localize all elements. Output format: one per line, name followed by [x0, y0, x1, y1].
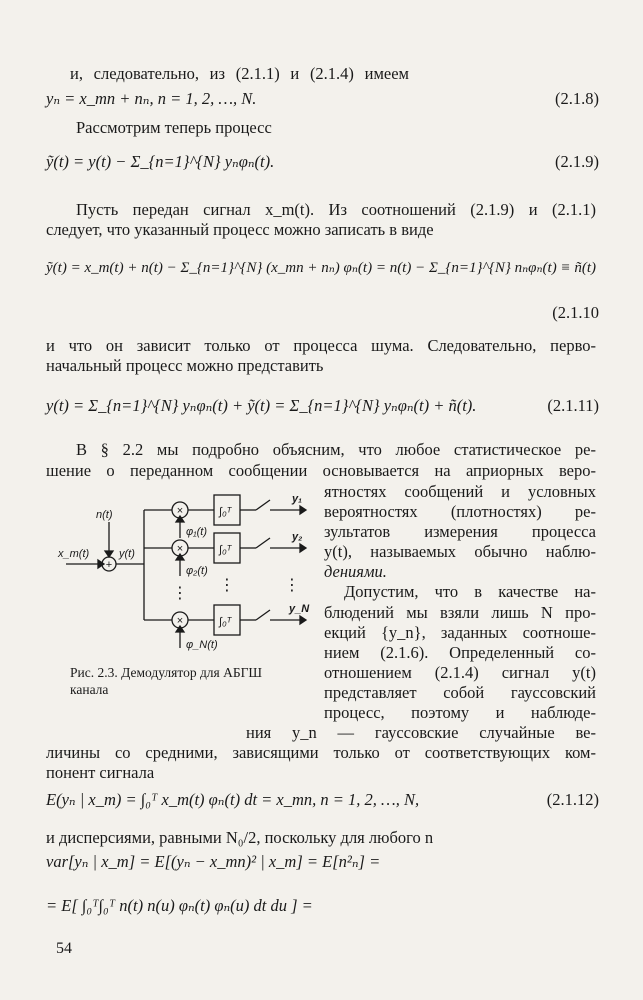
text-line: зультатов измерения процесса: [324, 522, 596, 541]
equation-number: (2.1.11): [547, 396, 599, 415]
figure-caption-cont: канала: [70, 682, 109, 697]
integral-label: ∫₀ᵀ: [219, 506, 232, 518]
text-line: Допустим, что в качестве на-: [344, 582, 596, 601]
equation: yₙ = x_mn + nₙ, n = 1, 2, …, N.: [46, 89, 257, 108]
phi1-label: φ₁(t): [186, 526, 208, 538]
page-number: 54: [56, 940, 72, 957]
switch-2: [256, 538, 270, 548]
times-sign: ×: [176, 543, 184, 555]
ellipsis-integrators: ⋮: [219, 577, 235, 594]
plus-sign: +: [105, 559, 113, 571]
text-line: ния y_n — гауссовские случайные ве-: [246, 723, 596, 742]
output-1-label: y₁: [292, 493, 302, 505]
text-line: представляет собой гауссовский: [324, 683, 596, 702]
text-line: следует, что указанный процесс можно записать в виде: [46, 220, 434, 239]
text-line: ятностях сообщений и условных: [324, 482, 596, 501]
arrow-head: [300, 506, 306, 514]
text-line: В § 2.2 мы подробно объясним, что любое статистическое ре-: [76, 440, 596, 459]
text-line: и, следовательно, из (2.1.1) и (2.1.4) имеем: [70, 64, 409, 83]
text-line: начальный процесс можно представить: [46, 356, 324, 375]
arrow-head: [105, 551, 113, 557]
text-line: y(t), называемых обычно наблю-: [324, 542, 596, 561]
equation: ỹ(t) = x_m(t) + n(t) − Σ_{n=1}^{N} (x_mn + nₙ) φₙ(t) = n(t) − Σ_{n=1}^{N} nₙφₙ(t) ≡ ñ(t): [46, 260, 596, 276]
output-n-label: y_N: [289, 603, 310, 615]
text-line: екций {y_n}, заданных соотноше-: [324, 623, 596, 642]
times-sign: ×: [176, 505, 184, 517]
integral-label: ∫₀ᵀ: [219, 544, 232, 556]
text-line: блюдений мы взяли лишь N про-: [324, 603, 596, 622]
text-line: процесс, поэтому и наблюде-: [324, 703, 596, 722]
text-line: понент сигнала: [46, 763, 155, 782]
equation: y(t) = Σ_{n=1}^{N} yₙφₙ(t) + ỹ(t) = Σ_{n=1}^{N} yₙφₙ(t) + ñ(t).: [46, 396, 477, 415]
phi2-label: φ₂(t): [186, 565, 208, 577]
text-line: нием (2.1.6). Определенный со-: [324, 643, 596, 662]
output-2-label: y₂: [292, 531, 303, 543]
noise-label: n(t): [96, 509, 113, 521]
arrow-head: [300, 616, 306, 624]
text-line: Пусть передан сигнал x_m(t). Из соотношений (2.1.9) и (2.1.1): [76, 200, 596, 219]
figure-caption: Рис. 2.3. Демодулятор для АБГШ: [70, 665, 263, 680]
text-line: и дисперсиями, равными N₀/2, поскольку для любого n: [46, 828, 434, 847]
equation: E(yₙ | x_m) = ∫₀ᵀ x_m(t) φₙ(t) dt = x_mn, n = 1, 2, …, N,: [46, 790, 420, 809]
demodulator-diagram: [56, 478, 320, 662]
input-label: x_m(t): [58, 548, 90, 560]
equation: ỹ(t) = y(t) − Σ_{n=1}^{N} yₙφₙ(t).: [46, 152, 275, 171]
switch-n: [256, 610, 270, 620]
phin-label: φ_N(t): [186, 639, 218, 651]
equation-number: (2.1.12): [546, 790, 599, 809]
equation-number: (2.1.8): [555, 89, 599, 108]
text-line: Рассмотрим теперь процесс: [76, 118, 272, 137]
text-line: дениями.: [324, 562, 387, 581]
switch-1: [256, 500, 270, 510]
text-line: вероятностях (плотностях) ре-: [324, 502, 596, 521]
text-line: шение о переданном сообщении основывается на априорных веро-: [46, 461, 596, 480]
text-line: отношением (2.1.4) сигнал y(t): [324, 663, 596, 682]
equation-number: (2.1.10: [552, 303, 599, 322]
ellipsis-multipliers: ⋮: [172, 585, 188, 602]
equation-number: (2.1.9): [555, 152, 599, 171]
sum-out-label: y(t): [119, 548, 135, 560]
arrow-head: [300, 544, 306, 552]
text-line: личины со средними, зависящими только от соответствующих ком-: [46, 743, 596, 762]
equation: var[yₙ | x_m] = E[(yₙ − x_mn)² | x_m] = E[n²ₙ] =: [46, 852, 381, 871]
integral-label: ∫₀ᵀ: [219, 616, 232, 628]
ellipsis-outputs: ⋮: [284, 577, 300, 594]
text-line: и что он зависит только от процесса шума. Следовательно, перво-: [46, 336, 596, 355]
equation: = E[ ∫₀ᵀ∫₀ᵀ n(t) n(u) φₙ(t) φₙ(u) dt du ] =: [46, 896, 313, 915]
times-sign: ×: [176, 615, 184, 627]
